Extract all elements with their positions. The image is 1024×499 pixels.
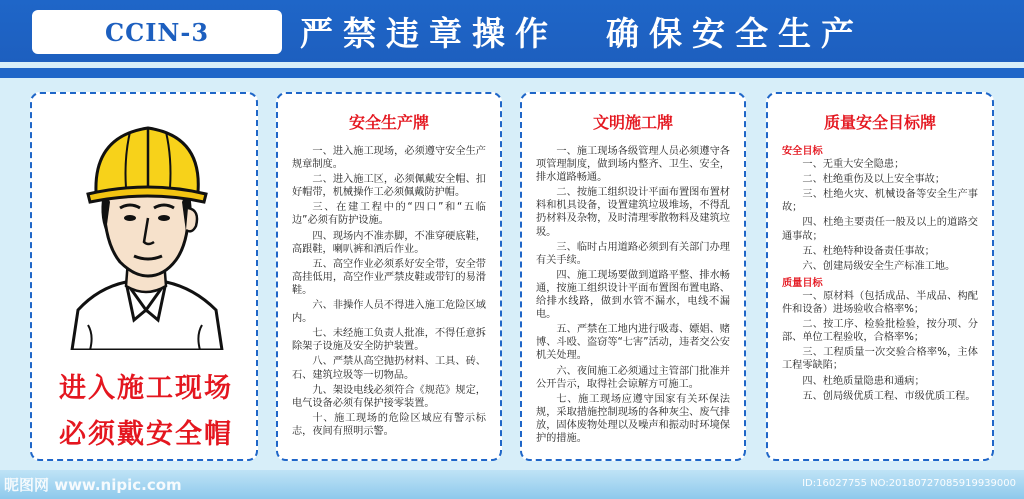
list-item: 六、非操作人员不得进入施工危险区域内。 [292, 300, 486, 325]
list-item: 六、夜间施工必须通过主管部门批准并公开告示，取得社会谅解方可施工。 [536, 365, 730, 390]
slogan-line-1: 进入施工现场 [59, 373, 233, 404]
worker-helmet-illustration [68, 110, 224, 350]
watermark-left: 昵图网 www.nipic.com [4, 476, 182, 494]
list-item: 七、施工现场应遵守国家有关环保法规，采取措施控制现场的各种灰尘、废气排放，固体废物处理以及噪声和振动时环境保护的措施。 [536, 393, 730, 444]
list-item: 九、架设电线必须符合《规范》规定，电气设备必须有保护接零装置。 [292, 384, 486, 409]
list-item: 四、杜绝主要责任一般及以上的道路交通事故； [782, 217, 978, 242]
panel-safety-production [276, 92, 502, 461]
list-item: 五、创局级优质工程、市级优质工程。 [802, 390, 976, 402]
panel-quality-safety-goals [766, 92, 994, 461]
panel-civilized-construction [520, 92, 746, 461]
watermark-right: ID:16027755 NO:20180727085919939000 [802, 478, 1016, 489]
list-item: 一、原材料（包括成品、半成品、构配件和设备）进场验收合格率%； [782, 290, 978, 316]
code-badge [32, 10, 282, 54]
quality-goals-heading: 质量目标 [782, 277, 823, 289]
list-item: 五、高空作业必须系好安全带，安全带高挂低用，高空作业严禁皮鞋或带钉的易滑鞋。 [292, 258, 486, 296]
list-item: 四、杜绝质量隐患和通病； [802, 375, 925, 387]
slogan-line-2: 必须戴安全帽 [59, 419, 233, 450]
list-item: 三、临时占用道路必须到有关部门办理有关手续。 [536, 241, 730, 266]
panel-body [768, 145, 992, 403]
list-item: 一、无重大安全隐患； [802, 159, 905, 171]
list-item: 二、进入施工区，必须佩戴安全帽、扣好帽带，机械操作工必须佩戴防护帽。 [292, 174, 486, 199]
list-item: 三、在建工程中的“四口”和“五临边”必须有防护设施。 [292, 202, 486, 227]
list-item: 五、杜绝特种设备责任事故； [802, 245, 935, 257]
list-item: 二、按工序、检验批检验，按分项、分部、单位工程验收，合格率%； [782, 319, 978, 344]
list-item: 四、现场内不准赤脚，不准穿硬底鞋，高跟鞋，喇叭裤和酒后作业。 [292, 230, 486, 255]
list-item: 三、杜绝火灾、机械设备等安全生产事故； [782, 189, 978, 214]
code-label: CCIN-3 [104, 17, 210, 47]
safety-goals-heading: 安全目标 [782, 146, 823, 157]
list-item: 二、杜绝重伤及以上安全事故； [802, 174, 946, 186]
panel-body [522, 145, 744, 445]
header-bar [0, 0, 1024, 62]
panel-helmet-slogan [30, 92, 258, 461]
list-item: 一、进入施工现场，必须遵守安全生产规章制度。 [292, 146, 486, 171]
list-item: 三、工程质量一次交验合格率%，主体工程零缺陷； [782, 347, 978, 372]
headline-right: 确保安全生产 [606, 13, 864, 53]
panel-title: 安全生产牌 [348, 113, 429, 132]
panel-title: 文明施工牌 [592, 113, 673, 132]
list-item: 七、未经施工负责人批准，不得任意拆除架子设施及安全防护装置。 [292, 328, 486, 353]
header-stripe [0, 68, 1024, 78]
list-item: 五、严禁在工地内进行吸毒、嫖娼、赌博、斗殴、盗窃等“七害”活动，违者交公安机关处理。 [536, 324, 730, 362]
list-item: 二、按施工组织设计平面布置图布置材料和机具设备，设置建筑垃圾堆场，不得乱扔材料及杂物，及时清理零散物料及建筑垃圾。 [536, 187, 730, 238]
panel-body [278, 145, 500, 438]
panel-title: 质量安全目标牌 [823, 113, 936, 132]
list-item: 十、施工现场的危险区域应有警示标志，夜间有照明示警。 [292, 412, 486, 437]
list-item: 一、施工现场各级管理人员必须遵守各项管理制度，做到场内整齐、卫生、安全，排水道路畅通。 [536, 146, 730, 184]
list-item: 八、严禁从高空抛扔材料、工具、砖、石、建筑垃圾等一切物品。 [292, 356, 486, 381]
headline [300, 6, 1000, 56]
list-item: 四、施工现场要做到道路平整、排水畅通，按施工组织设计平面布置图布置电路、给排水线路，做到水管不漏水，电线不漏电。 [536, 269, 730, 321]
headline-left: 严禁违章操作 [300, 13, 558, 53]
list-item: 六、创建局级安全生产标准工地。 [802, 260, 956, 272]
